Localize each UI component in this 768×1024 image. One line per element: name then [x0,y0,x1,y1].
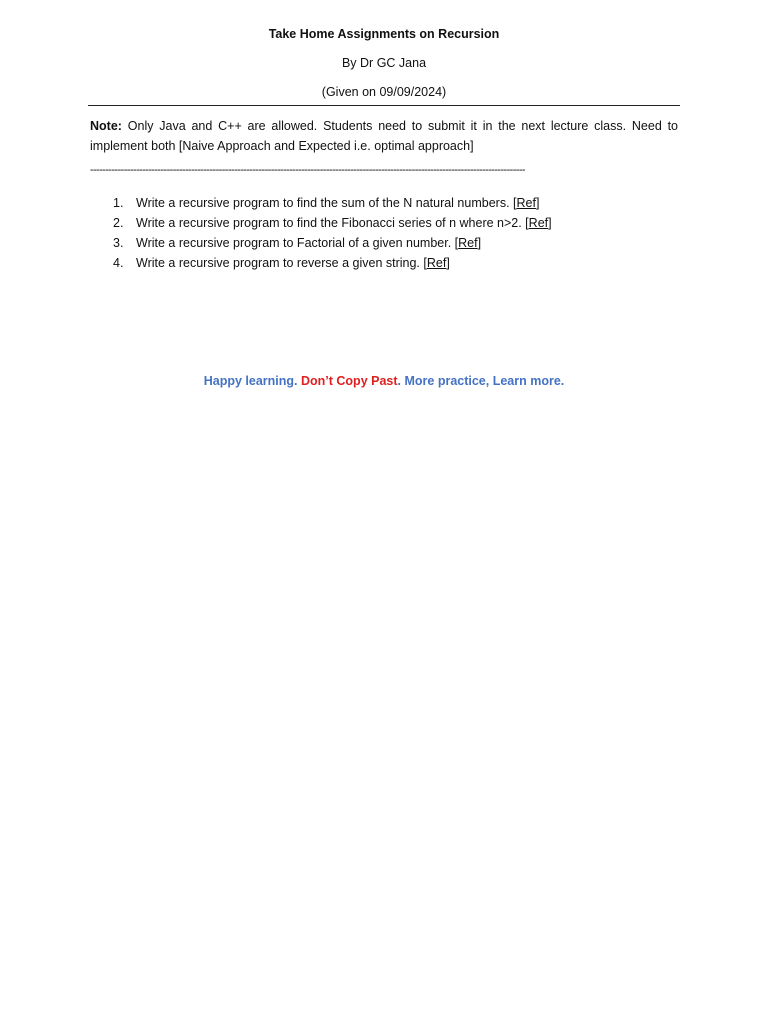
dashed-separator: ---------------------------------------------------------------------------------------------------------------------------------------------- [90,164,525,176]
item-close-bracket: ] [446,256,450,270]
list-item [113,253,552,273]
footer-dont-copy: Don’t Copy Past [300,374,398,388]
item-number: 4. [113,256,124,270]
item-close-bracket: ] [535,196,540,210]
given-date: (Given on 09/09/2024) [321,85,447,99]
ref-link[interactable]: Ref [426,256,447,270]
item-text: Write a recursive program to Factorial of a given number. [ [136,236,459,250]
author-line: By Dr GC Jana [341,56,427,70]
note-label: Note: [90,119,122,133]
note-text: Only Java and C++ are allowed. Students need to submit it in the next lecture class. Need to implement both [Naive Approach and Expected i.e. optimal approach] [90,119,678,153]
item-text: Write a recursive program to find the sum of the N natural numbers. [ [136,196,517,210]
note-paragraph [90,116,678,156]
item-number: 1. [113,196,124,210]
item-number: 2. [113,216,124,230]
footer-more-practice: . More practice, Learn more. [397,374,565,388]
item-text: Write a recursive program to reverse a given string. [ [136,256,427,270]
list-item [113,233,552,253]
ref-link[interactable]: Ref [458,236,478,250]
header-divider [88,105,680,106]
list-item [113,193,552,213]
ref-link[interactable]: Ref [516,196,536,210]
item-number: 3. [113,236,124,250]
page-title: Take Home Assignments on Recursion [268,27,500,41]
ref-link[interactable]: Ref [528,216,549,230]
item-close-bracket: ] [477,236,482,250]
footer-happy-learning: Happy learning. [203,374,301,388]
assignment-list [113,193,552,273]
item-text: Write a recursive program to find the Fibonacci series of n where n>2. [ [136,216,529,230]
footer-message [0,374,768,388]
item-close-bracket: ] [548,216,552,230]
list-item [113,213,552,233]
